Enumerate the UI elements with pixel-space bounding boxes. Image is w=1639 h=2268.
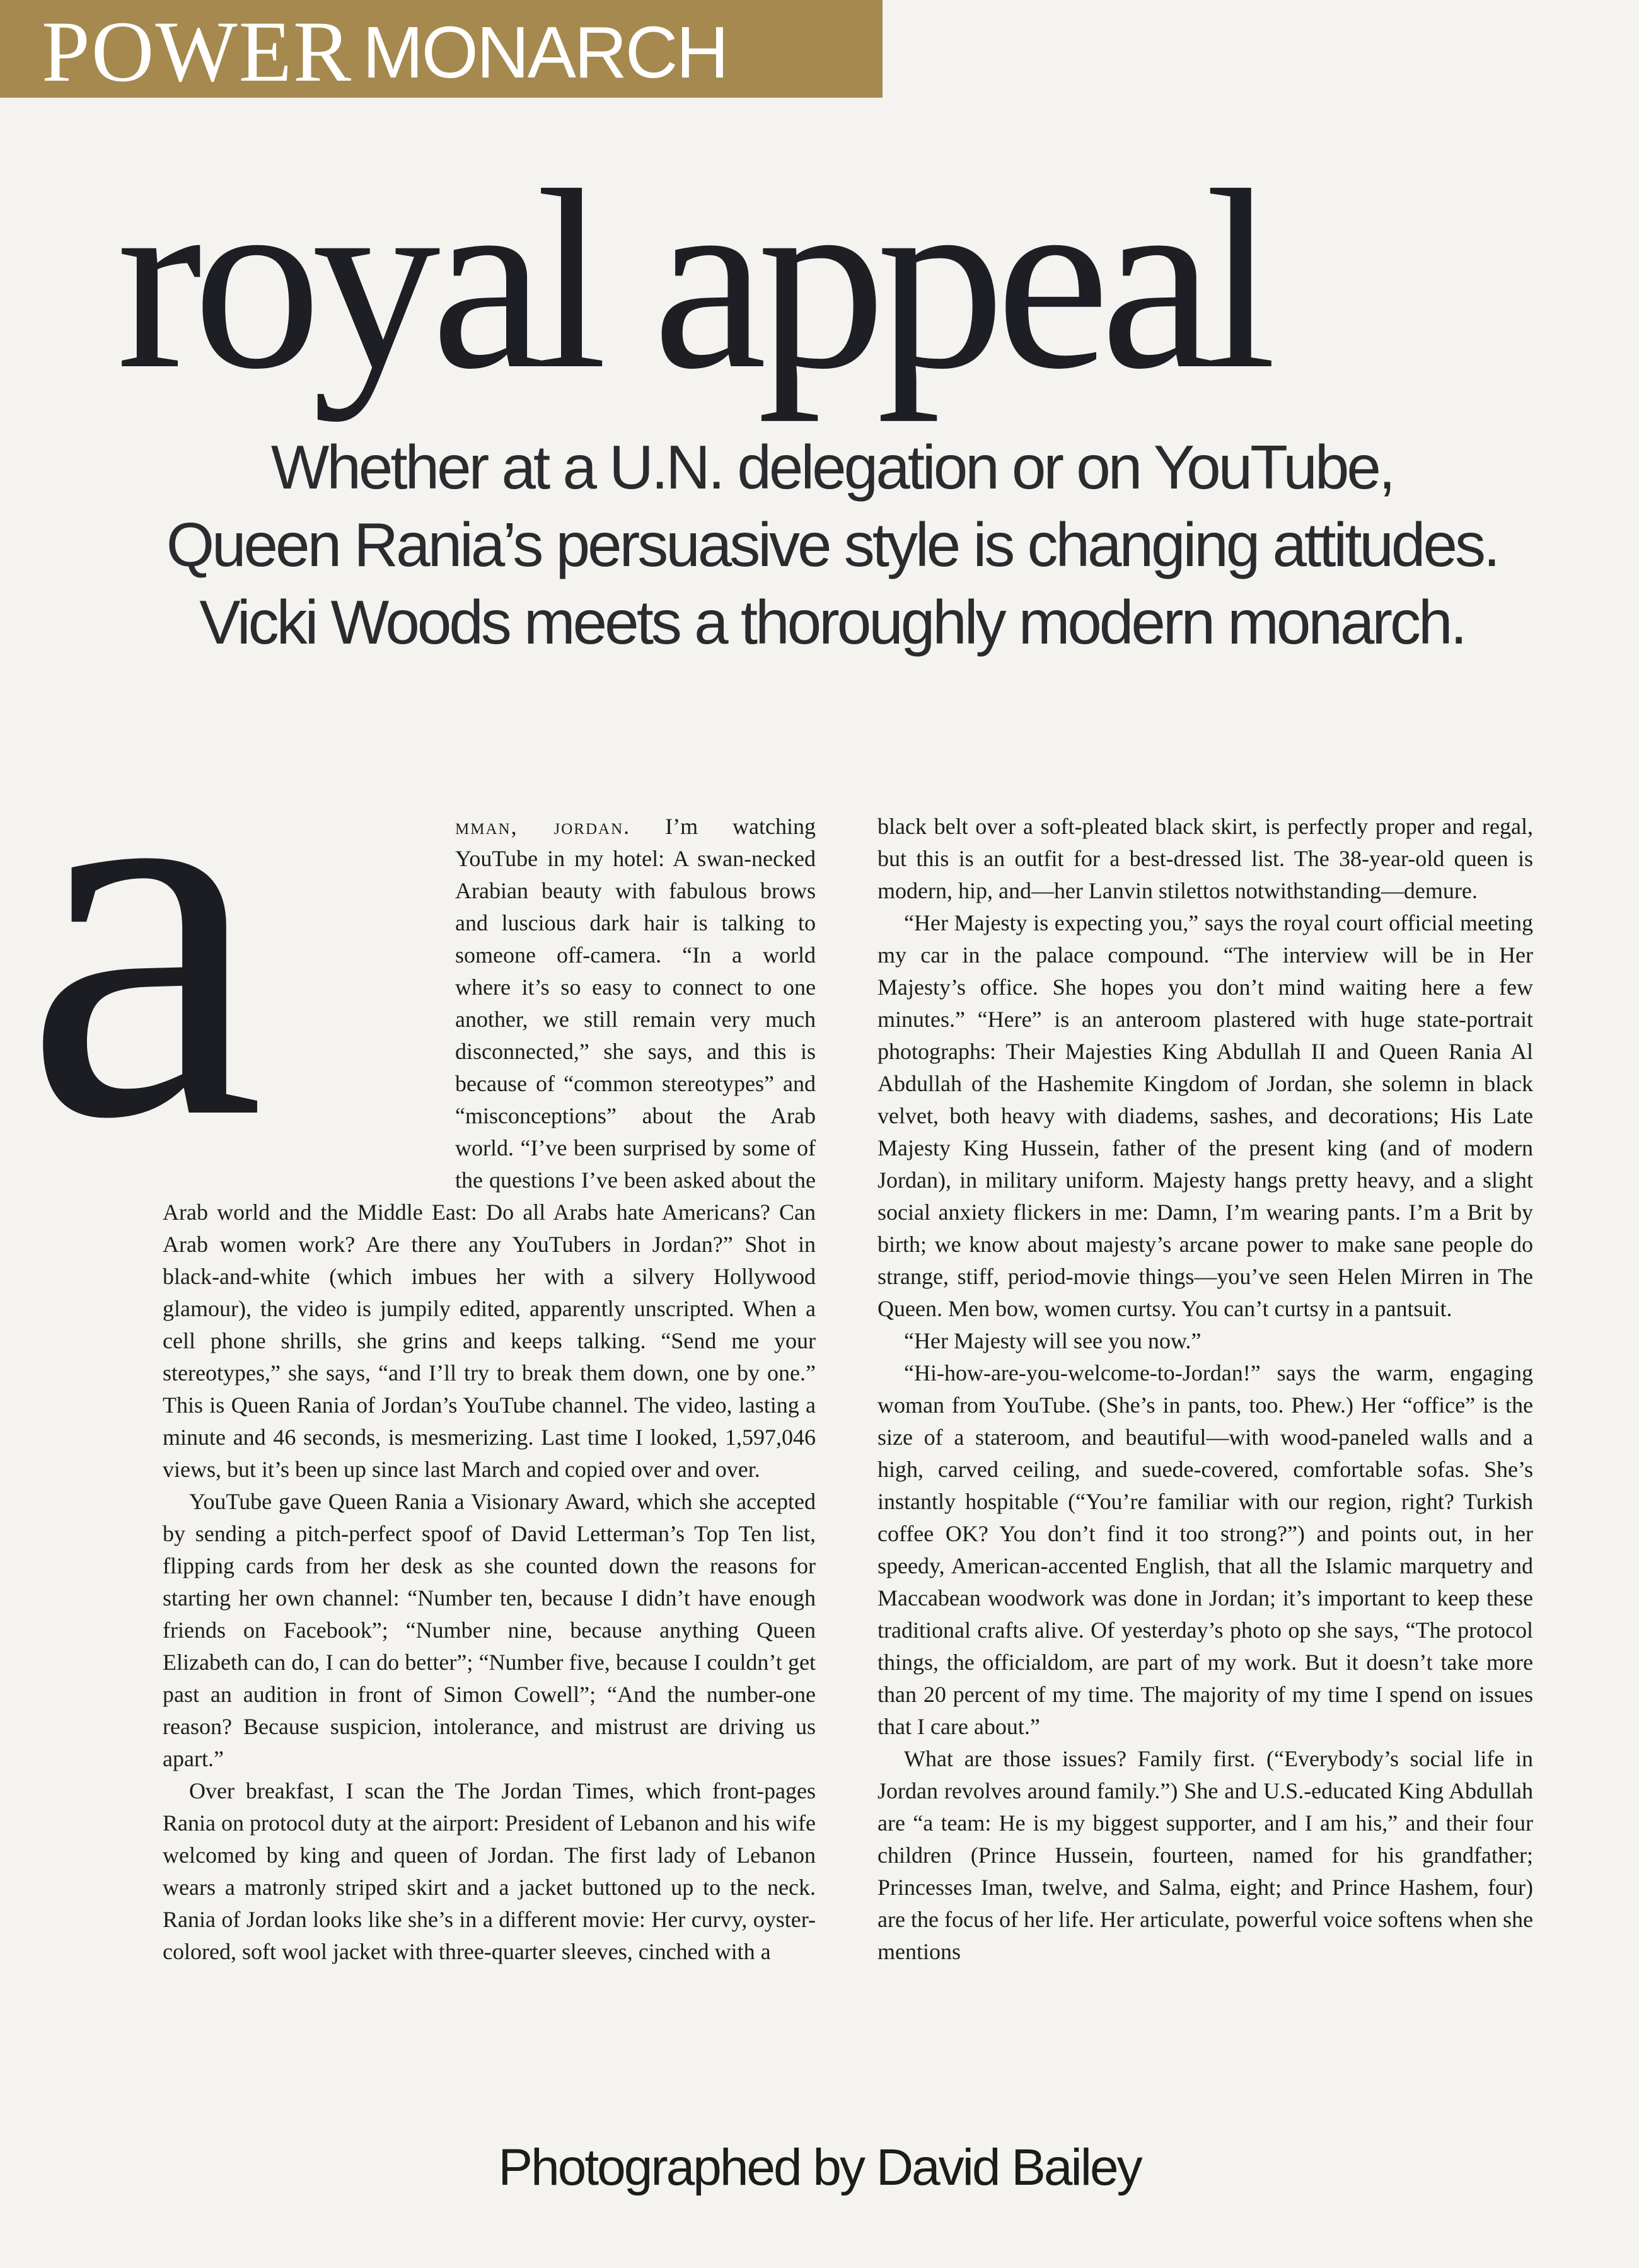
photo-credit: Photographed by David Bailey	[498, 2139, 1141, 2196]
article-paragraph: “Hi-how-are-you-welcome-to-Jordan!” says the warm, engaging woman from YouTube. (She’s in pants, too. Phew.) Her “office” is the size of a stateroom, and beautiful—with wood-paneled walls and a high, carved ceiling, and suede-covered, comfortable sofas. She’s instantly hospitable (“You’re familiar with our region, right? Turkish coffee OK? You don’t find it too strong?”) and points out, in her speedy, American-accented English, that all the Islamic marquetry and Maccabean woodwork was done in Jordan; it’s important to keep these traditional crafts alive. Of yesterday’s photo op she says, “The protocol things, the officialdom, are part of my work. But it doesn’t take more than 20 percent of my time. The majority of my time I spend on issues that I care about.”	[877, 1360, 1533, 1739]
deck-line: Vicki Woods meets a thoroughly modern monarch.	[199, 587, 1465, 657]
section-tag-monarch: MONARCH	[362, 11, 727, 93]
article-paragraph: “Her Majesty is expecting you,” says the royal court official meeting my car in the palace compound. “The interview will be in Her Majesty’s office. She hopes you don’t mind waiting here a few minutes.” “Here” is an anteroom plastered with huge state-portrait photographs: Their Majesties King Abdullah II and Queen Rania Al Abdullah of the Hashemite Kingdom of Jordan, she solemn in black velvet, both heavy with diadems, sashes, and decorations; His Late Majesty King Hussein, father of the present king (and of modern Jordan), in military uniform. Majesty hangs pretty heavy, and a slight social anxiety flickers in me: Damn, I’m wearing pants. I’m a Brit by birth; we know about majesty’s arcane power to make sane people do strange, stiff, period-movie things—you’ve seen Helen Mirren in The Queen. Men bow, women curtsy. You can’t curtsy in a pantsuit.	[877, 910, 1533, 1321]
paragraph-text: I’m watching YouTube in my hotel: A swan-necked Arabian beauty with fabulous brows and luscious dark hair is talking to someone off-camera. “In a world where it’s so easy to connect to one another, we still remain very much disconnected,” she says, and this is because of “common stereotypes” and “misconceptions” about the Arab world. “I’ve been surprised by some of the questions I’ve been asked about the Arab world and the Middle East: Do all Arabs hate Americans? Can Arab women work? Are there any YouTubers in Jordan?” Shot in black-and-white (which imbues her with a silvery Hollywood glamour), the video is jumpily edited, apparently unscripted. When a cell phone shrills, she grins and keeps talking. “Send me your stereotypes,” she says, “and I’ll try to break them down, one by one.” This is Queen Rania of Jordan’s YouTube channel. The video, lasting a minute and 46 seconds, is mesmerizing. Last time I looked, 1,597,046 views, but it’s been up since last March and copied over and over.	[163, 814, 816, 1482]
deck	[95, 429, 1570, 661]
section-tag	[0, 0, 883, 98]
article-paragraph: What are those issues? Family first. (“Everybody’s social life in Jordan revolves around family.”) She and U.S.-educated King Abdullah are “a team: He is my biggest supporter, and I am his,” and their four children (Prince Hussein, fourteen, named for his grandfather; Princesses Iman, twelve, and Salma, eight; and Prince Hashem, four) are the focus of her life. Her articulate, powerful voice softens when she mentions	[877, 1746, 1533, 1964]
dateline: mman, jordan.	[455, 814, 631, 839]
article-paragraph: black belt over a soft-pleated black skirt, is perfectly proper and regal, but this is an outfit for a best-dressed list. The 38-year-old queen is modern, hip, and—her Lanvin stilettos notwithstanding—demure.	[877, 814, 1533, 903]
article-paragraph: YouTube gave Queen Rania a Visionary Award, which she accepted by sending a pitch-perfect spoof of David Letterman’s Top Ten list, flipping cards from her desk as she counted down the reasons for starting her own channel: “Number ten, because I didn’t have enough friends on Facebook”; “Number nine, because anything Queen Elizabeth can do, I can do better”; “Number five, because I couldn’t get past an audition in front of Simon Cowell”; “And the number-one reason? Because suspicion, intolerance, and mistrust are driving us apart.”	[163, 1489, 816, 1771]
deck-line: Queen Rania’s persuasive style is changing attitudes.	[166, 510, 1498, 579]
article-paragraph	[24, 630, 816, 1486]
article-column-right	[877, 811, 1533, 1968]
deck-line: Whether at a U.N. delegation or on YouTube,	[270, 432, 1394, 502]
article-column-left	[24, 630, 816, 1968]
section-tag-power: POWER	[42, 3, 352, 100]
drop-cap-box	[24, 630, 432, 1230]
drop-cap: a	[24, 630, 265, 1230]
article-paragraph: “Her Majesty will see you now.”	[904, 1328, 1202, 1353]
article-paragraph: Over breakfast, I scan the The Jordan Times, which front-pages Rania on protocol duty at the airport: President of Lebanon and his wife welcomed by king and queen of Jordan. The first lady of Lebanon wears a matronly striped skirt and a jacket buttoned up to the neck. Rania of Jordan looks like she’s in a different movie: Her curvy, oyster-colored, soft wool jacket with three-quarter sleeves, cinched with a	[163, 1778, 816, 1964]
headline: royal appeal	[117, 137, 1267, 422]
